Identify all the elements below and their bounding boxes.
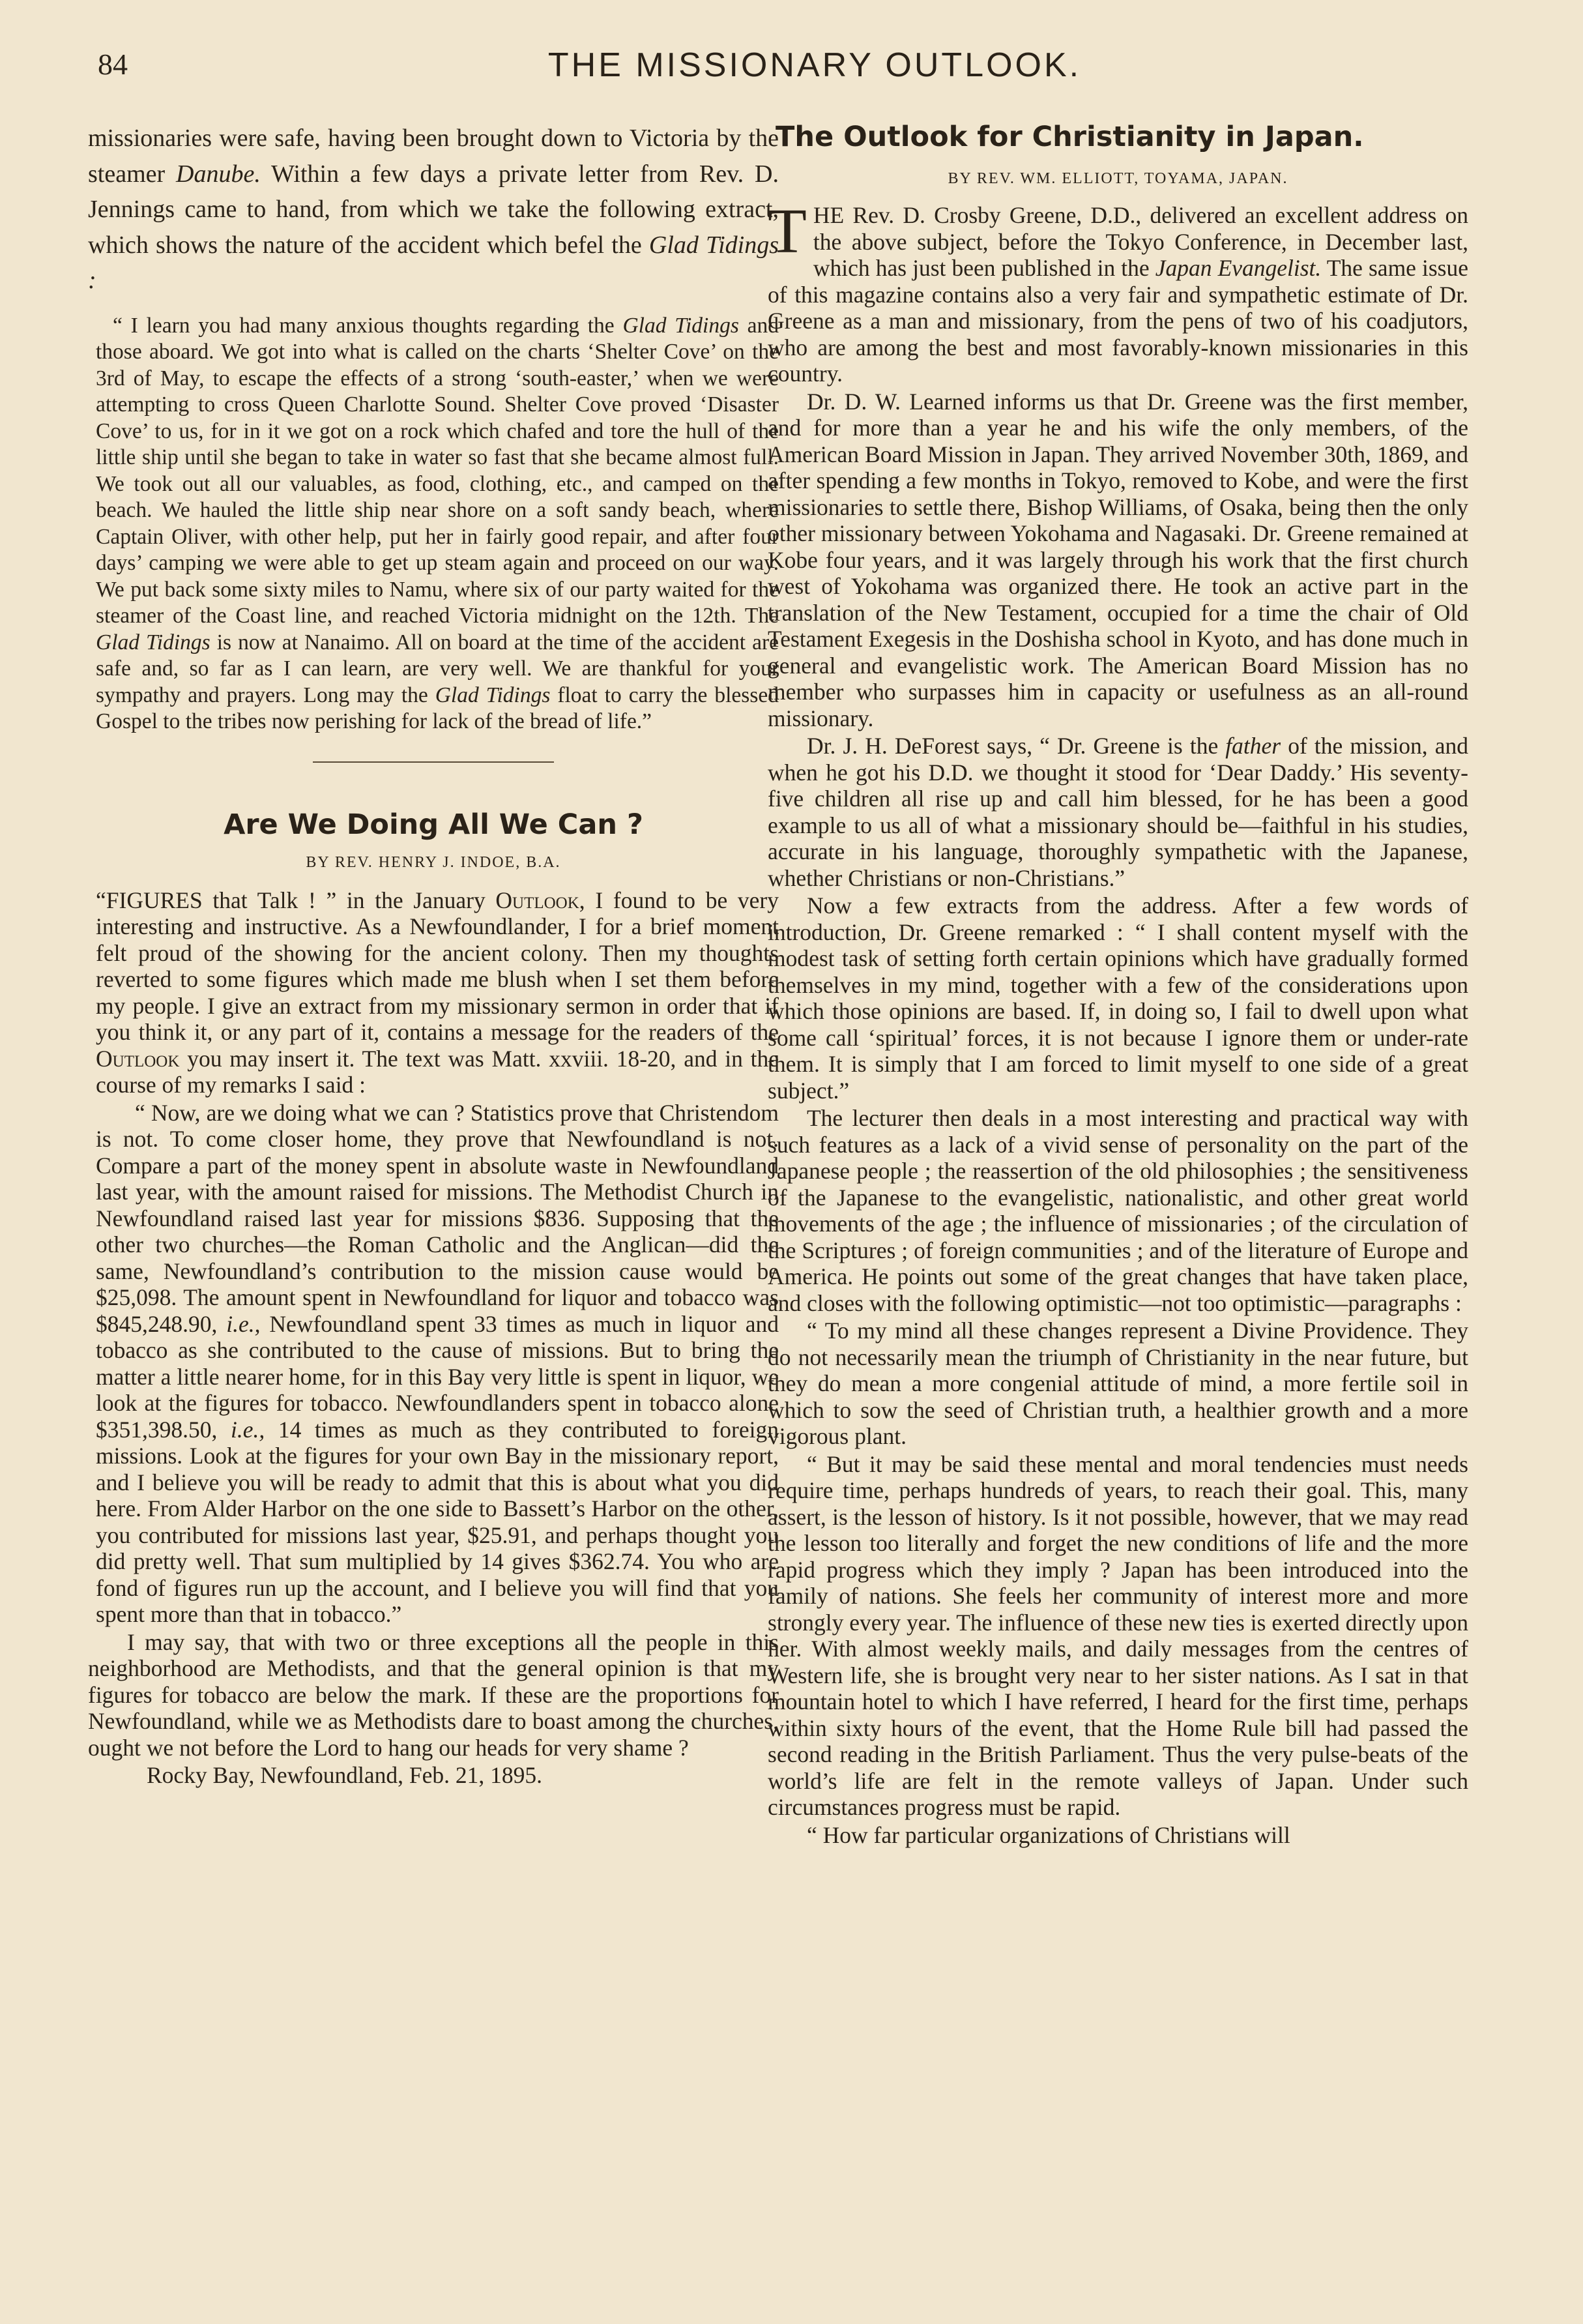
article-title: The Outlook for Christianity in Japan.	[776, 121, 1364, 153]
article-paragraph: Dr. J. H. DeForest says, “ Dr. Greene is the father of the mission, and when he got his D.D. we thought it stood for ‘Dear Daddy.’ His seventy-five children all rise up and call him blessed, for he has been a good example to us all of what a missionary should be—faithful in his studies, accurate in his language, thoroughly sympathetic with the Japanese, whether Christians or non-Christians.”	[768, 733, 1469, 891]
section-divider	[313, 761, 554, 763]
article-paragraph: Dr. D. W. Learned informs us that Dr. Greene was the first member, and for more than a year he and his wife the only members, of the American Board Mission in Japan. They arrived November 30th, 1869, and after spending a few months in Tokyo, removed to Kobe, and were the first missionaries to settle there, Bishop Williams, of Osaka, being then the only other missionary between Yokohama and Nagasaki. Dr. Greene remained at Kobe four years, and it was largely through his work that the first church west of Yokohama was organized there. He took an active part in the translation of the New Testament, occupied for a time the chair of Old Testament Exegesis in the Doshisha school in Kyoto, and has done much in general and evangelistic work. The American Board Mission has no member who surpasses him in capacity or usefulness as an all-round missionary.	[768, 388, 1468, 731]
article-paragraph: I may say, that with two or three exceptions all the people in this neighborhood are Methodists, and that the general opinion is that my figures for tobacco are below the mark. If these are the proportions for Newfoundland, while we as Methodists dare to boast among the churches, ought we not before the Lord to hang our heads for very shame ?	[88, 1628, 779, 1761]
article-paragraph: “ How far particular organizations of Christians will	[807, 1821, 1290, 1848]
page-number: 84	[98, 48, 128, 81]
lead-paragraph: missionaries were safe, having been brought down to Victoria by the steamer Danube. Within a few days a private letter from Rev. D. Jennings came to hand, from which we take the following extract, which shows the nature of the accident which befel the Glad Tidings :	[88, 125, 779, 294]
right-column	[768, 121, 1468, 1849]
article-paragraph: Now a few extracts from the address. After a few words of introduction, Dr. Greene remarked : “ I shall content myself with the modest task of setting forth certain opinions which have gradually formed themselves in my mind, together with a few of the considerations upon which those opinions are based. If, in doing so, I fail to dwell upon what some call ‘spiritual’ forces, it is not because I ignore them or under-rate them. It is simply that I am forced to limit myself to one side of a great subject.”	[768, 892, 1468, 1104]
masthead-title: THE MISSIONARY OUTLOOK.	[547, 46, 1082, 84]
article-paragraph: “ To my mind all these changes represent a Divine Providence. They do not necessarily mean the triumph of Christianity in the near future, but they do mean a more congenial attitude of mind, a more fertile soil in which to sow the seed of Christian truth, a healthier growth and a more vigorous plant.	[768, 1317, 1468, 1449]
article-paragraph: “ But it may be said these mental and moral tendencies must needs require time, perhaps hundreds of years, to reach their goal. This, many assert, is the lesson of history. Is it not possible, however, that we may read the lesson too literally and forget the new conditions of life and the more rapid progress which they imply ? Japan has been introduced into the family of nations. She feels her community of interest more and more strongly every year. The influence of these new ties is exerted directly upon her. With almost weekly mails, and daily messages from the centres of Western life, she is brought very near to her sister nations. As I sat in that mountain hotel to which I have referred, I heard for the first time, perhaps within sixty hours of the event, that the Home Rule bill had passed the second reading in the British Parliament. Thus the very pulse-beats of the world’s life are felt in the remote valleys of Japan. Under such circumstances progress must be rapid.	[768, 1450, 1468, 1820]
article-paragraph: “ Now, are we doing what we can ? Statistics prove that Christendom is not. To come closer home, they prove that Newfoundland is not. Compare a part of the money spent in absolute waste in Newfoundland last year, with the amount raised for missions. The Methodist Church in Newfoundland raised last year for missions $836. Supposing that the other two churches—the Roman Catholic and the Anglican—did the same, Newfoundland’s contribution to the mission cause would be $25,098. The amount spent in Newfoundland for liquor and tobacco was $845,248.90, i.e., Newfoundland spent 33 times as much in liquor and tobacco as she contributed to the cause of missions. But to bring the matter a little nearer home, for in this Bay very little is spent in liquor, we look at the figures for tobacco. Newfoundlanders spent in tobacco alone $351,398.50, i.e., 14 times as much as they contributed to foreign missions. Look at the figures for your own Bay in the missionary report, and I believe you will be ready to admit that this is about what you did here. From Alder Harbor on the one side to Bassett’s Harbor on the other, you contributed for missions last year, $25.91, and perhaps thought you did pretty well. That sum multiplied by 14 gives $362.74. You who are fond of figures run up the account, and I believe you will find that you spent more than that in tobacco.”	[96, 1099, 779, 1627]
article-byline: BY REV. HENRY J. INDOE, B.A.	[306, 853, 561, 871]
article-byline: BY REV. WM. ELLIOTT, TOYAMA, JAPAN.	[948, 170, 1288, 187]
article-paragraph: “FIGURES that Talk ! ” in the January Outlook, I found to be very interesting and instructive. As a Newfoundlander, I for a brief moment felt proud of the showing for the ancient colony. Then my thoughts reverted to some figures which made me blush when I set them before my people. I give an extract from my missionary sermon in order that if you think it, or any part of it, contains a message for the readers of the Outlook you may insert it. The text was Matt. xxviii. 18-20, and in the course of my remarks I said :	[96, 887, 779, 1098]
article-paragraph: The lecturer then deals in a most interesting and practical way with such features as a lack of a vivid sense of personality on the part of the Japanese people ; the reassertion of the old philosophies ; the sensitiveness of the Japanese to the evangelistic, nationalistic, and other great world movements of the age ; the influence of missionaries ; of the circulation of the Scriptures ; of foreign communities ; and of the literature of Europe and America. He points out some of the great changes that have taken place, and closes with the following optimistic—not too optimistic—paragraphs :	[768, 1105, 1468, 1316]
letter-extract: “ I learn you had many anxious thoughts regarding the Glad Tidings and those aboard. We got into what is called on the charts ‘Shelter Cove’ on the 3rd of May, to escape the effects of a strong ‘south-easter,’ when we were attempting to cross Queen Charlotte Sound. Shelter Cove proved ‘Disaster Cove’ to us, for in it we got on a rock which chafed and tore the hull of the little ship until she began to take in water so fast that she became almost full. We took out all our valuables, as food, clothing, etc., and camped on the beach. We hauled the little ship near shore on a soft sandy beach, where Captain Oliver, with other help, put her in fairly good repair, and after four days’ camping we were able to get up steam again and proceed on our way. We put back some sixty miles to Namu, where six of our party waited for the steamer of the Coast line, and reached Victoria midnight on the 12th. The Glad Tidings is now at Nanaimo. All on board at the time of the accident are safe and, so far as I can learn, are very well. We are thankful for your sympathy and prayers. Long may the Glad Tidings float to carry the blessed Gospel to the tribes now perishing for lack of the bread of life.”	[96, 313, 779, 733]
left-column	[88, 121, 779, 1790]
article-paragraph: THE Rev. D. Crosby Greene, D.D., delivered an excellent address on the above subject, before the Tokyo Conference, in December last, which has just been published in the Japan Evangelist. The same issue of this magazine contains also a very fair and sympathetic estimate of Dr. Greene as a man and missionary, from the pens of two of his coadjutors, who are among the best and most favorably-known missionaries in this country.	[768, 196, 1468, 387]
article-title: Are We Doing All We Can ?	[224, 808, 643, 841]
article-signoff: Rocky Bay, Newfoundland, Feb. 21, 1895.	[147, 1762, 543, 1788]
